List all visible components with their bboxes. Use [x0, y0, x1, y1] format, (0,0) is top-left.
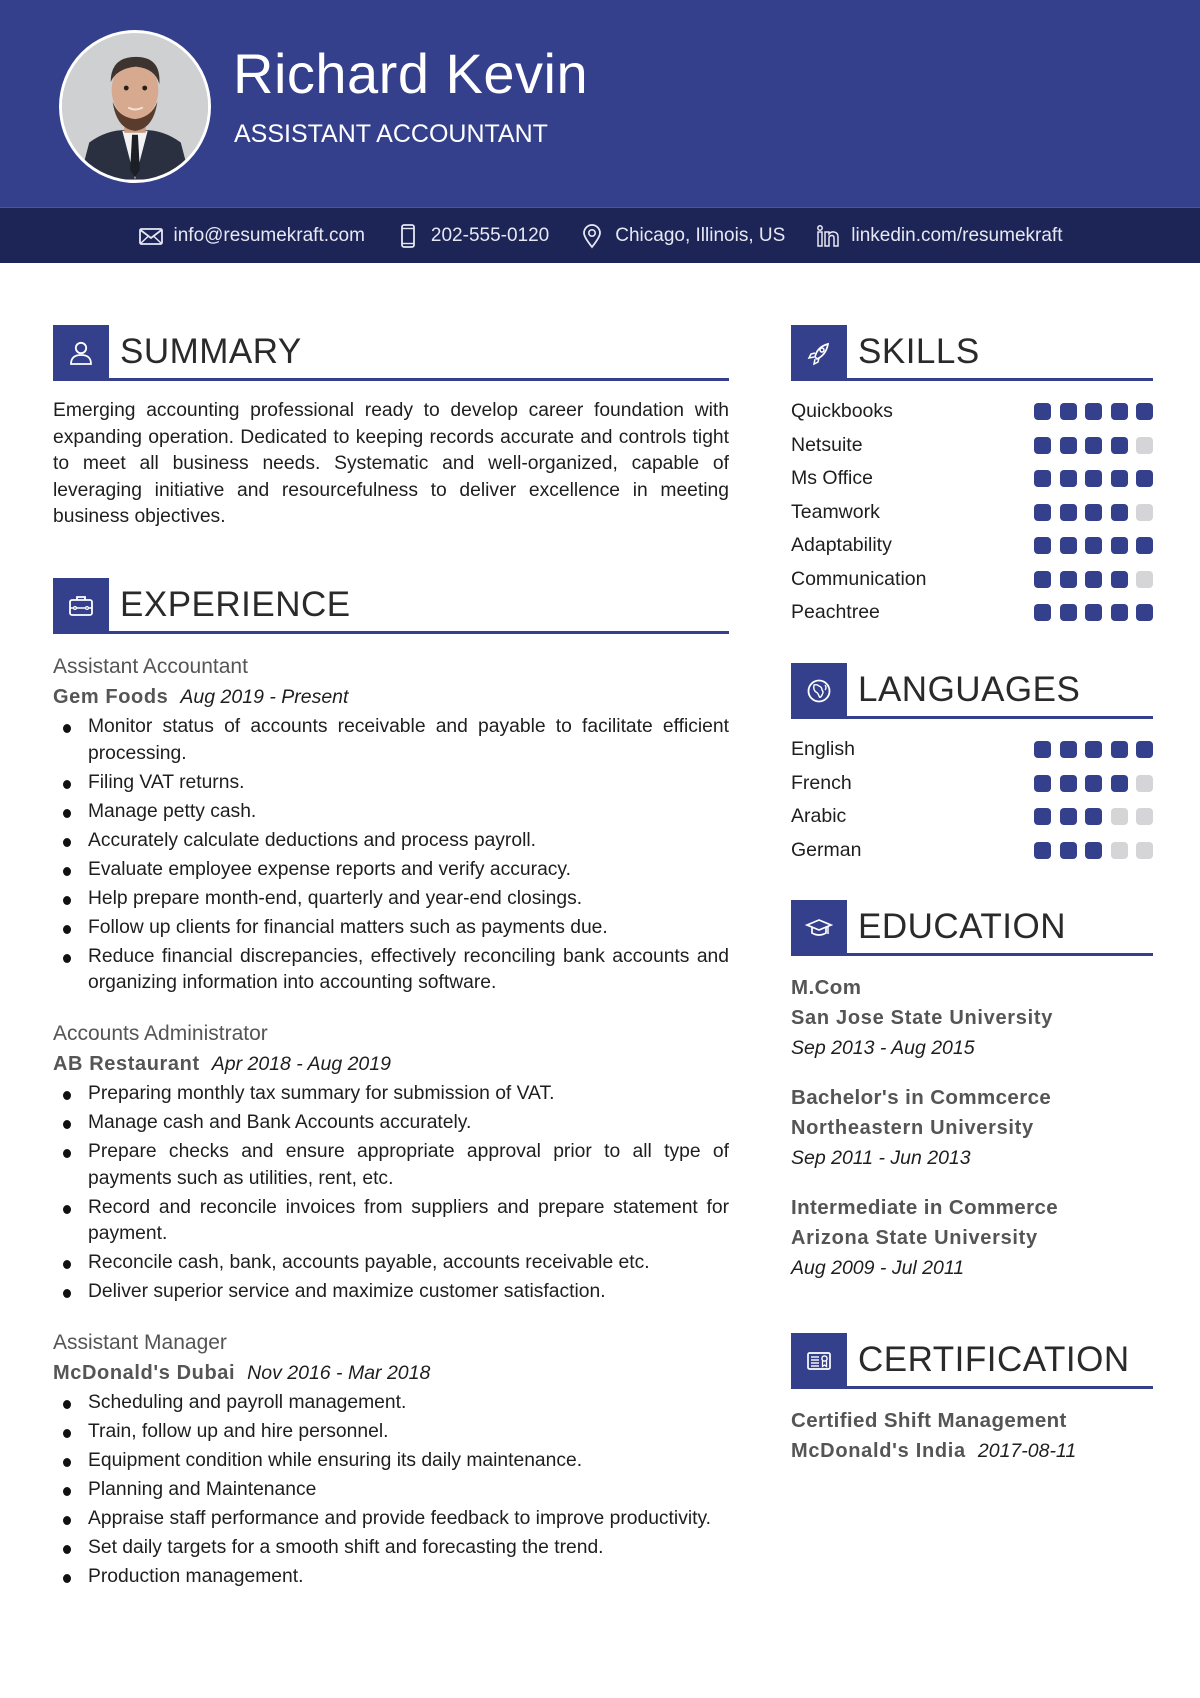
certification-date: 2017-08-11: [977, 1440, 1077, 1462]
job-bullets: [53, 714, 729, 997]
rating-dot-filled: [1060, 604, 1077, 621]
rating-dots: [1034, 403, 1153, 420]
education-entry: [791, 1193, 1153, 1283]
rating-dot-filled: [1111, 437, 1128, 454]
language-row: [791, 767, 1153, 801]
job-bullet: Equipment condition while ensuring its daily maintenance.: [53, 1448, 729, 1475]
rating-dot-filled: [1060, 504, 1077, 521]
rating-dot-empty: [1136, 437, 1153, 454]
job-bullet: Evaluate employee expense reports and verify accuracy.: [53, 857, 729, 884]
certification-meta: [791, 1436, 1171, 1468]
summary-icon-box: [53, 325, 109, 381]
contact-location-text: Chicago, Illinois, US: [615, 224, 786, 246]
rating-dot-filled: [1085, 437, 1102, 454]
education-degree: Intermediate in Commerce: [791, 1196, 1059, 1219]
job-bullet: Accurately calculate deductions and process payroll.: [53, 828, 729, 855]
job-bullet: Filing VAT returns.: [53, 770, 729, 797]
resume-header: [0, 0, 1200, 207]
education-period: Sep 2013 - Aug 2015: [791, 1037, 975, 1059]
rating-dots: [1034, 775, 1153, 792]
skills-title: SKILLS: [858, 332, 980, 371]
rating-dot-filled: [1136, 741, 1153, 758]
education-school: Arizona State University: [791, 1227, 1038, 1249]
rating-dot-filled: [1034, 403, 1051, 420]
skill-row: [791, 529, 1153, 563]
job-company: Gem Foods: [53, 686, 169, 708]
languages-list: [791, 733, 1153, 867]
rocket-icon: [805, 339, 833, 367]
certification-title: CERTIFICATION: [858, 1340, 1130, 1379]
certification-heading: [791, 1333, 1153, 1389]
rating-dot-filled: [1034, 537, 1051, 554]
experience-heading: [53, 578, 729, 634]
job-bullet: Train, follow up and hire personnel.: [53, 1419, 729, 1446]
job-role: Assistant Manager: [53, 1331, 227, 1354]
language-label: Arabic: [791, 805, 847, 828]
job-bullet: Scheduling and payroll management.: [53, 1390, 729, 1417]
summary-text: Emerging accounting professional ready to develop career foundation with expanding operation. Dedicated to keeping records accurate and controls tight to meet all business needs. Systematic and well-organized, capable of leveraging initiative and resourcefulness to deliver excellence in meeting business objectives.: [53, 400, 729, 528]
job-bullet: Manage petty cash.: [53, 799, 729, 826]
job-bullet: Prepare checks and ensure appropriate approval prior to all type of payments such as utilities, rent, etc.: [53, 1139, 729, 1192]
skill-row: [791, 395, 1153, 429]
job-role: Accounts Administrator: [53, 1022, 268, 1045]
job-role: Assistant Accountant: [53, 655, 248, 678]
summary-title: SUMMARY: [120, 332, 302, 371]
rating-dots: [1034, 470, 1153, 487]
job-bullet: Set daily targets for a smooth shift and forecasting the trend.: [53, 1535, 729, 1562]
job-bullets: [53, 1081, 729, 1306]
skill-row: [791, 596, 1153, 630]
rating-dots: [1034, 537, 1153, 554]
rating-dot-empty: [1136, 842, 1153, 859]
language-row: [791, 733, 1153, 767]
rating-dots: [1034, 604, 1153, 621]
experience-divider: [109, 631, 729, 634]
education-degree: M.Com: [791, 976, 862, 999]
job-company: AB Restaurant: [53, 1053, 200, 1075]
rating-dot-empty: [1111, 808, 1128, 825]
job-bullet: Follow up clients for financial matters such as payments due.: [53, 915, 729, 942]
job-bullet: Monitor status of accounts receivable and payable to facilitate efficient processing.: [53, 714, 729, 767]
certification-entry: [791, 1406, 1171, 1468]
rating-dot-filled: [1085, 537, 1102, 554]
rating-dot-filled: [1060, 403, 1077, 420]
job-bullet: Production management.: [53, 1564, 729, 1591]
map-pin-icon: [579, 223, 605, 249]
certification-name: Certified Shift Management: [791, 1409, 1067, 1432]
rating-dot-filled: [1034, 470, 1051, 487]
rating-dot-filled: [1111, 604, 1128, 621]
skill-label: Teamwork: [791, 500, 880, 523]
rating-dot-filled: [1034, 842, 1051, 859]
rating-dot-filled: [1034, 504, 1051, 521]
job-meta: [53, 1049, 729, 1081]
skill-label: Ms Office: [791, 467, 873, 490]
rating-dot-filled: [1034, 437, 1051, 454]
profile-photo-image: [62, 33, 208, 180]
job-bullet: Deliver superior service and maximize customer satisfaction.: [53, 1279, 729, 1306]
job-bullet: Manage cash and Bank Accounts accurately.: [53, 1110, 729, 1137]
skill-label: Peachtree: [791, 601, 880, 624]
education-title: EDUCATION: [858, 907, 1067, 946]
rating-dot-filled: [1085, 741, 1102, 758]
contact-phone-text: 202-555-0120: [430, 224, 550, 246]
user-icon: [67, 339, 95, 367]
rating-dot-filled: [1085, 604, 1102, 621]
rating-dot-filled: [1034, 604, 1051, 621]
education-heading: [791, 900, 1153, 956]
graduation-cap-icon: [805, 914, 833, 942]
rating-dot-filled: [1111, 537, 1128, 554]
job-bullets: [53, 1390, 729, 1591]
contact-bar: [0, 207, 1200, 263]
certification-issuer: McDonald's India: [791, 1440, 966, 1462]
rating-dot-filled: [1085, 403, 1102, 420]
skill-row: [791, 429, 1153, 463]
rating-dot-filled: [1060, 741, 1077, 758]
rating-dot-filled: [1111, 571, 1128, 588]
skill-row: [791, 563, 1153, 597]
certification-icon-box: [791, 1333, 847, 1389]
rating-dot-filled: [1085, 775, 1102, 792]
rating-dot-filled: [1060, 842, 1077, 859]
rating-dot-filled: [1085, 504, 1102, 521]
rating-dot-filled: [1034, 775, 1051, 792]
job-meta: [53, 682, 729, 714]
job-company: McDonald's Dubai: [53, 1362, 236, 1384]
rating-dots: [1034, 741, 1153, 758]
languages-heading: [791, 663, 1153, 719]
rating-dots: [1034, 504, 1153, 521]
job-bullet: Planning and Maintenance: [53, 1477, 729, 1504]
language-label: French: [791, 771, 852, 794]
candidate-title: ASSISTANT ACCOUNTANT: [234, 120, 548, 148]
rating-dot-filled: [1085, 808, 1102, 825]
rating-dot-filled: [1085, 470, 1102, 487]
skill-row: [791, 496, 1153, 530]
job-entry: [53, 1019, 729, 1308]
language-row: [791, 800, 1153, 834]
languages-divider: [847, 716, 1153, 719]
education-period: Aug 2009 - Jul 2011: [791, 1257, 965, 1279]
education-entry: [791, 1083, 1153, 1173]
job-entry: [53, 1328, 729, 1593]
job-bullet: Record and reconcile invoices from suppliers and prepare statement for payment.: [53, 1195, 729, 1248]
rating-dot-filled: [1034, 571, 1051, 588]
skills-heading: [791, 325, 1153, 381]
linkedin-icon: [815, 223, 841, 249]
experience-icon-box: [53, 578, 109, 634]
rating-dots: [1034, 842, 1153, 859]
rating-dot-empty: [1136, 504, 1153, 521]
rating-dot-filled: [1085, 571, 1102, 588]
language-row: [791, 834, 1153, 868]
job-bullet: Preparing monthly tax summary for submission of VAT.: [53, 1081, 729, 1108]
skills-list: [791, 395, 1153, 630]
rating-dots: [1034, 571, 1153, 588]
rating-dot-filled: [1060, 571, 1077, 588]
rating-dot-filled: [1060, 808, 1077, 825]
rating-dot-empty: [1136, 775, 1153, 792]
rating-dot-filled: [1034, 808, 1051, 825]
rating-dots: [1034, 437, 1153, 454]
rating-dot-empty: [1111, 842, 1128, 859]
job-meta: [53, 1358, 729, 1390]
job-dates: Aug 2019 - Present: [180, 686, 349, 708]
languages-title: LANGUAGES: [858, 670, 1081, 709]
skills-divider: [847, 378, 1153, 381]
languages-icon-box: [791, 663, 847, 719]
rating-dot-filled: [1060, 470, 1077, 487]
contact-linkedin-text: linkedin.com/resumekraft: [851, 224, 1063, 246]
rating-dot-empty: [1136, 571, 1153, 588]
job-bullet: Reconcile cash, bank, accounts payable, accounts receivable etc.: [53, 1250, 729, 1277]
rating-dot-filled: [1060, 437, 1077, 454]
profile-photo: [59, 30, 211, 183]
rating-dot-filled: [1060, 775, 1077, 792]
summary-heading: [53, 325, 729, 381]
rating-dot-filled: [1136, 604, 1153, 621]
skill-label: Netsuite: [791, 433, 863, 456]
education-entry: [791, 973, 1153, 1063]
education-icon-box: [791, 900, 847, 956]
experience-title: EXPERIENCE: [120, 585, 351, 624]
mobile-phone-icon: [395, 223, 421, 249]
job-bullet: Appraise staff performance and provide feedback to improve productivity.: [53, 1506, 729, 1533]
education-divider: [847, 953, 1153, 956]
candidate-name: Richard Kevin: [233, 42, 589, 105]
globe-icon: [805, 677, 833, 705]
education-period: Sep 2011 - Jun 2013: [791, 1147, 971, 1169]
skill-label: Adaptability: [791, 534, 892, 557]
contact-email[interactable]: [138, 223, 365, 249]
certificate-icon: [805, 1347, 833, 1375]
rating-dot-filled: [1034, 741, 1051, 758]
rating-dot-filled: [1136, 470, 1153, 487]
rating-dot-filled: [1111, 504, 1128, 521]
rating-dot-filled: [1085, 842, 1102, 859]
job-entry: [53, 652, 729, 999]
summary-divider: [109, 378, 729, 381]
contact-phone[interactable]: [395, 223, 549, 249]
contact-linkedin[interactable]: [815, 223, 1062, 249]
rating-dot-filled: [1111, 741, 1128, 758]
rating-dot-empty: [1136, 808, 1153, 825]
briefcase-icon: [67, 592, 95, 620]
contact-location: [579, 223, 785, 249]
rating-dot-filled: [1136, 537, 1153, 554]
education-degree: Bachelor's in Commcerce: [791, 1086, 1052, 1109]
rating-dots: [1034, 808, 1153, 825]
skill-label: Communication: [791, 567, 927, 590]
job-dates: Nov 2016 - Mar 2018: [247, 1362, 431, 1384]
envelope-icon: [138, 223, 164, 249]
job-bullet: Reduce financial discrepancies, effectively reconciling bank accounts and organizing information into accounting software.: [53, 944, 729, 997]
skill-label: Quickbooks: [791, 400, 893, 423]
skills-icon-box: [791, 325, 847, 381]
education-school: San Jose State University: [791, 1007, 1054, 1029]
contact-email-text: info@resumekraft.com: [173, 224, 365, 246]
certification-divider: [847, 1386, 1153, 1389]
language-label: English: [791, 738, 855, 761]
job-dates: Apr 2018 - Aug 2019: [211, 1053, 391, 1075]
education-school: Northeastern University: [791, 1117, 1034, 1139]
rating-dot-filled: [1111, 403, 1128, 420]
skill-row: [791, 462, 1153, 496]
rating-dot-filled: [1060, 537, 1077, 554]
language-label: German: [791, 838, 862, 861]
job-bullet: Help prepare month-end, quarterly and year-end closings.: [53, 886, 729, 913]
rating-dot-filled: [1111, 775, 1128, 792]
rating-dot-filled: [1111, 470, 1128, 487]
rating-dot-filled: [1136, 403, 1153, 420]
